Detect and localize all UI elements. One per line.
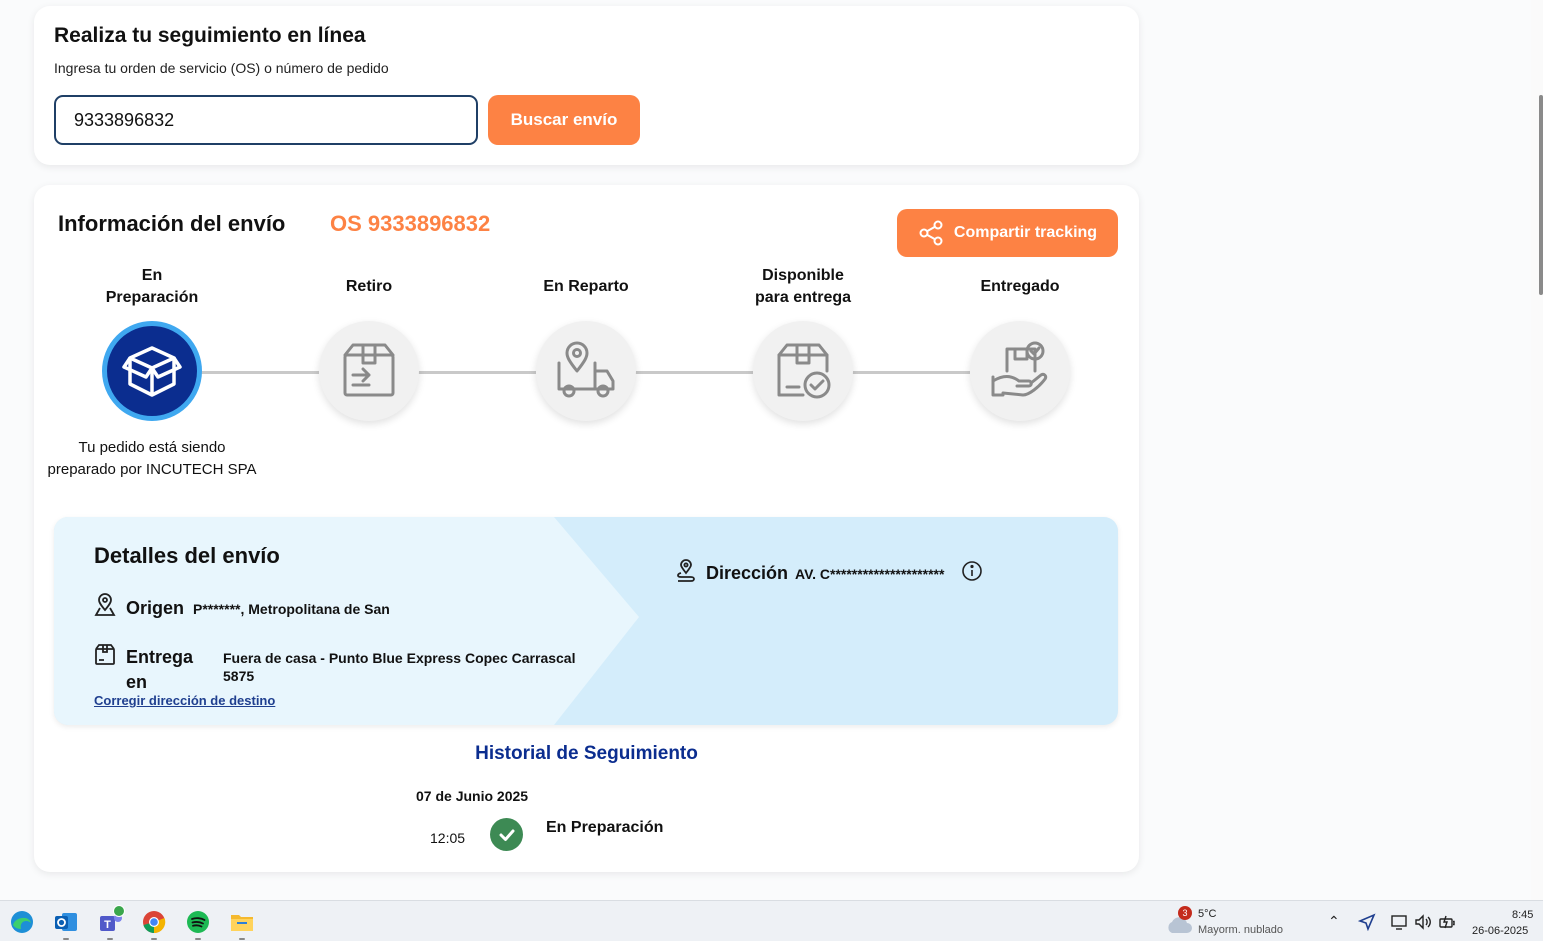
file-explorer-icon[interactable] [229, 909, 255, 935]
history-check-icon [490, 818, 523, 851]
chevron-up-icon[interactable]: ⌃ [1328, 913, 1340, 929]
step-label-line: En [141, 267, 163, 284]
history-time: 12:05 [430, 830, 466, 846]
volume-icon[interactable] [1414, 913, 1432, 931]
package-icon [94, 644, 116, 666]
clock-date[interactable]: 26-06-2025 [1472, 925, 1529, 937]
monitor-icon[interactable] [1390, 913, 1408, 931]
location-arrow-icon[interactable] [1358, 913, 1376, 931]
info-icon[interactable] [961, 560, 983, 582]
outlook-icon[interactable] [53, 909, 79, 935]
chrome-icon[interactable] [141, 909, 167, 935]
map-pin-icon [675, 559, 697, 583]
step-circle [970, 321, 1070, 421]
step-description-line: preparado por INCUTECH SPA [47, 461, 257, 478]
step-label-line: Entregado [980, 278, 1060, 295]
step-label [698, 265, 908, 309]
check-icon [498, 826, 516, 844]
step-connector [201, 371, 319, 374]
package-pickup-icon [339, 341, 399, 401]
step-label-line: En Reparto [543, 278, 629, 295]
step-label [481, 276, 691, 298]
page-scrollbar-thumb[interactable] [1539, 95, 1543, 295]
step-label-line: Disponible [762, 267, 844, 284]
weather-temperature: 5°C [1198, 908, 1217, 920]
step-connector [635, 371, 753, 374]
package-check-icon [773, 341, 833, 401]
step-connector [852, 371, 970, 374]
taskbar-running-indicator [195, 938, 201, 940]
location-pin-icon [94, 593, 116, 617]
step-circle-active [102, 321, 202, 421]
delivery-value-line: Fuera de casa - Punto Blue Express Copec Carrascal [223, 650, 576, 666]
box-icon [121, 340, 183, 402]
edge-icon[interactable] [9, 909, 35, 935]
step-connector [418, 371, 536, 374]
search-title: Realiza tu seguimiento en línea [54, 24, 366, 47]
tracking-number-input[interactable] [54, 95, 478, 145]
step-label [264, 276, 474, 298]
step-description [47, 437, 257, 481]
fix-destination-link[interactable]: Corregir dirección de destino [94, 693, 276, 708]
history-date: 07 de Junio 2025 [416, 788, 529, 804]
taskbar-running-indicator [151, 938, 157, 940]
search-subtitle: Ingresa tu orden de servicio (OS) o número de pedido [54, 60, 389, 76]
step-circle [753, 321, 853, 421]
address-value: AV. C********************* [795, 566, 945, 582]
windows-taskbar [0, 900, 1543, 941]
taskbar-running-indicator [107, 938, 113, 940]
svg-text:T: T [104, 919, 111, 931]
origin-value: P*******, Metropolitana de San [193, 601, 390, 617]
details-title: Detalles del envío [94, 543, 280, 568]
taskbar-running-indicator [63, 938, 69, 940]
search-card [34, 6, 1139, 165]
delivery-label-line: Entrega [126, 647, 194, 667]
delivery-value-line: 5875 [223, 668, 255, 684]
taskbar-running-indicator [239, 938, 245, 940]
share-icon [918, 220, 944, 246]
step-label-line: para entrega [754, 289, 852, 306]
delivery-label-line: en [126, 672, 148, 692]
step-label-line: Preparación [105, 289, 199, 306]
share-tracking-button[interactable] [897, 209, 1118, 257]
shipment-info-card [34, 185, 1139, 872]
teams-status-badge [113, 905, 125, 917]
step-label-line: Retiro [345, 278, 393, 295]
step-description-line: Tu pedido está siendo [78, 439, 226, 456]
delivery-value [223, 649, 575, 685]
share-tracking-label: Compartir tracking [953, 224, 1098, 241]
order-number: OS 9333896832 [330, 211, 491, 236]
weather-widget[interactable] [1165, 905, 1305, 939]
tracking-steps [34, 255, 1139, 495]
shipment-details-panel [54, 517, 1118, 725]
step-circle [536, 321, 636, 421]
shipment-info-title: Información del envío [58, 211, 286, 236]
address-label: Dirección [706, 563, 789, 583]
battery-icon[interactable] [1438, 913, 1456, 931]
teams-icon[interactable] [97, 909, 123, 935]
spotify-icon[interactable] [185, 909, 211, 935]
weather-description: Mayorm. nublado [1198, 924, 1283, 936]
step-label [47, 265, 257, 309]
weather-badge: 3 [1178, 906, 1192, 920]
history-title: Historial de Seguimiento [475, 743, 698, 764]
step-label [915, 276, 1125, 298]
hand-package-icon [989, 341, 1051, 401]
history-state: En Preparación [546, 819, 664, 836]
search-shipment-button[interactable]: Buscar envío [488, 95, 640, 145]
origin-label: Origen [126, 598, 185, 618]
delivery-truck-icon [555, 341, 617, 401]
step-circle [319, 321, 419, 421]
delivery-label [126, 645, 193, 695]
clock-time[interactable]: 8:45 [1512, 909, 1534, 921]
